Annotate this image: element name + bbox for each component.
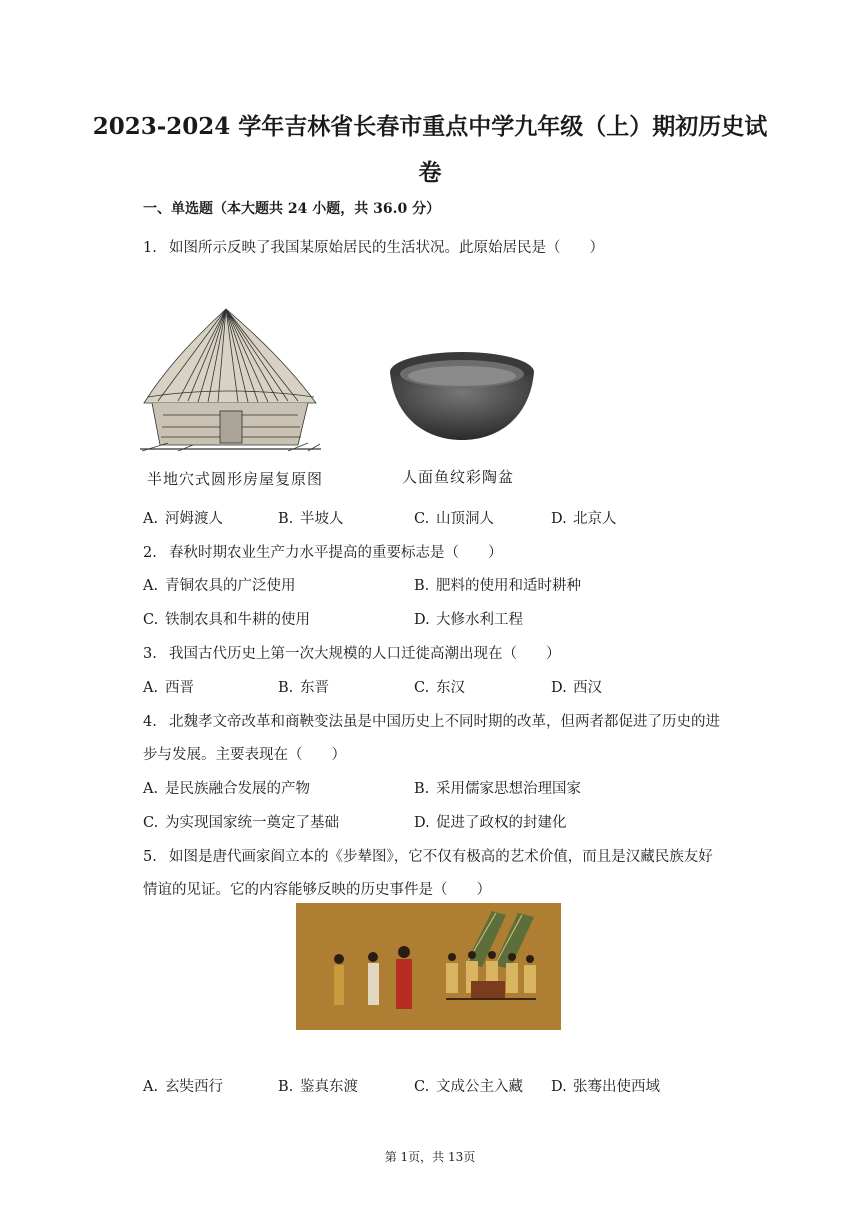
option-text: 采用儒家思想治理国家 bbox=[436, 781, 581, 797]
option-text: 为实现国家统一奠定了基础 bbox=[165, 815, 339, 831]
exam-title-line1: 2023-2024 学年吉林省长春市重点中学九年级（上）期初历史试 bbox=[92, 113, 768, 140]
question-1 bbox=[143, 236, 604, 257]
option-4b[interactable] bbox=[414, 777, 581, 798]
question-text: 春秋时期农业生产力水平提高的重要标志是（ ） bbox=[169, 545, 503, 561]
option-letter: C. bbox=[143, 815, 159, 831]
option-2b[interactable] bbox=[414, 574, 581, 595]
question-5-continued bbox=[143, 878, 491, 899]
option-text: 肥料的使用和适时耕种 bbox=[436, 578, 581, 594]
option-3b[interactable] bbox=[278, 676, 329, 697]
option-text: 张骞出使西域 bbox=[573, 1079, 660, 1095]
option-letter: B. bbox=[414, 578, 430, 594]
option-4c[interactable] bbox=[143, 811, 339, 832]
question-2 bbox=[143, 541, 503, 562]
option-letter: D. bbox=[414, 612, 430, 628]
option-text: 河姆渡人 bbox=[165, 511, 223, 527]
option-letter: B. bbox=[278, 680, 294, 696]
question-number: 4. bbox=[143, 714, 157, 730]
option-letter: D. bbox=[551, 511, 567, 527]
question-3 bbox=[143, 642, 561, 663]
option-text: 半坡人 bbox=[300, 511, 344, 527]
option-1b[interactable] bbox=[278, 507, 344, 528]
image-caption-bowl: 人面鱼纹彩陶盆 bbox=[402, 468, 515, 486]
question-text: 如图所示反映了我国某原始居民的生活状况。此原始居民是（ ） bbox=[169, 240, 604, 256]
option-letter: A. bbox=[143, 680, 159, 696]
option-text: 北京人 bbox=[573, 511, 617, 527]
question-text: 我国古代历史上第一次大规模的人口迁徙高潮出现在（ ） bbox=[169, 646, 561, 662]
question-number: 3. bbox=[143, 646, 157, 662]
option-text: 山顶洞人 bbox=[436, 511, 494, 527]
option-text: 青铜农具的广泛使用 bbox=[165, 578, 296, 594]
option-text: 是民族融合发展的产物 bbox=[165, 781, 310, 797]
question-text-continued: 情谊的见证。它的内容能够反映的历史事件是（ ） bbox=[143, 882, 491, 898]
option-text: 铁制农具和牛耕的使用 bbox=[165, 612, 310, 628]
option-letter: D. bbox=[414, 815, 430, 831]
question-text: 如图是唐代画家阎立本的《步辇图》，它不仅有极高的艺术价值，而且是汉藏民族友好 bbox=[169, 849, 713, 865]
option-text: 玄奘西行 bbox=[165, 1079, 223, 1095]
option-text: 东晋 bbox=[300, 680, 329, 696]
option-text: 鉴真东渡 bbox=[300, 1079, 358, 1095]
option-1a[interactable] bbox=[143, 507, 223, 528]
option-letter: B. bbox=[278, 1079, 294, 1095]
option-letter: A. bbox=[143, 511, 159, 527]
option-1c[interactable] bbox=[414, 507, 494, 528]
question-text-continued: 步与发展。主要表现在（ ） bbox=[143, 747, 346, 763]
option-5b[interactable] bbox=[278, 1075, 358, 1096]
question-4 bbox=[143, 710, 720, 731]
exam-title-line2: 卷 bbox=[418, 159, 442, 186]
option-3c[interactable] bbox=[414, 676, 465, 697]
option-4d[interactable] bbox=[414, 811, 567, 832]
option-letter: C. bbox=[414, 511, 430, 527]
option-2d[interactable] bbox=[414, 608, 523, 629]
option-letter: B. bbox=[278, 511, 294, 527]
option-5c[interactable] bbox=[414, 1075, 523, 1096]
image-caption-hut: 半地穴式圆形房屋复原图 bbox=[147, 470, 324, 488]
option-letter: C. bbox=[414, 680, 430, 696]
question-4-continued bbox=[143, 743, 346, 764]
option-letter: A. bbox=[143, 578, 159, 594]
option-text: 促进了政权的封建化 bbox=[436, 815, 567, 831]
option-5d[interactable] bbox=[551, 1075, 660, 1096]
option-letter: C. bbox=[414, 1079, 430, 1095]
option-letter: D. bbox=[551, 680, 567, 696]
pottery-bowl-image bbox=[386, 348, 538, 448]
option-text: 文成公主入藏 bbox=[436, 1079, 523, 1095]
option-letter: C. bbox=[143, 612, 159, 628]
option-letter: B. bbox=[414, 781, 430, 797]
option-2a[interactable] bbox=[143, 574, 296, 595]
question-number: 1. bbox=[143, 240, 157, 256]
option-5a[interactable] bbox=[143, 1075, 223, 1096]
option-3a[interactable] bbox=[143, 676, 194, 697]
option-letter: A. bbox=[143, 781, 159, 797]
option-2c[interactable] bbox=[143, 608, 310, 629]
question-text: 北魏孝文帝改革和商鞅变法虽是中国历史上不同时期的改革，但两者都促进了历史的进 bbox=[169, 714, 720, 730]
question-5 bbox=[143, 845, 713, 866]
option-1d[interactable] bbox=[551, 507, 617, 528]
option-3d[interactable] bbox=[551, 676, 602, 697]
option-4a[interactable] bbox=[143, 777, 310, 798]
option-text: 大修水利工程 bbox=[436, 612, 523, 628]
section-heading: 一、单选题（本大题共 24 小题，共 36.0 分） bbox=[143, 201, 441, 217]
option-text: 西汉 bbox=[573, 680, 602, 696]
hut-image bbox=[138, 305, 323, 455]
option-text: 西晋 bbox=[165, 680, 194, 696]
page-footer: 第 1页，共 13页 bbox=[384, 1150, 476, 1164]
question-number: 5. bbox=[143, 849, 157, 865]
option-text: 东汉 bbox=[436, 680, 465, 696]
question-number: 2. bbox=[143, 545, 157, 561]
option-letter: D. bbox=[551, 1079, 567, 1095]
painting-image bbox=[296, 903, 561, 1030]
option-letter: A. bbox=[143, 1079, 159, 1095]
